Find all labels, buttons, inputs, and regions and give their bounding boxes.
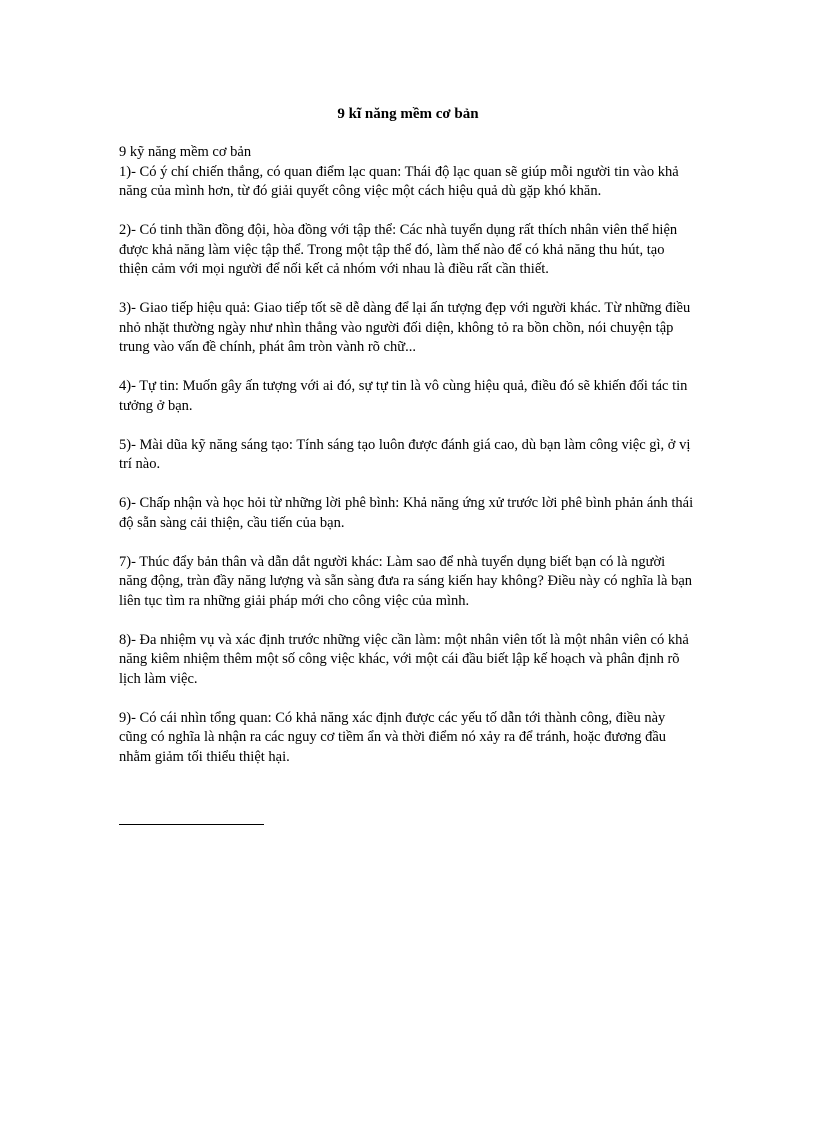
paragraph-skill-9: 9)- Có cái nhìn tổng quan: Có khả năng xác định được các yếu tố dẫn tới thành công, điều này cũng có nghĩa là nhận ra các nguy cơ tiềm ẩn và thời điểm nó xảy ra để tránh, hoặc đương đầu nhằm giảm tối thiểu thiệt hại. <box>119 709 667 765</box>
document-subtitle: 9 kỹ năng mềm cơ bản <box>119 144 252 160</box>
paragraph-skill-4: 4)- Tự tin: Muốn gây ấn tượng với ai đó, sự tự tin là vô cùng hiệu quả, điều đó sẽ khiến đối tác tin tưởng ở bạn. <box>119 378 688 414</box>
footnote-separator <box>119 824 264 825</box>
paragraph-skill-1: 1)- Có ý chí chiến thắng, có quan điểm lạc quan: Thái độ lạc quan sẽ giúp mỗi người tin vào khả năng của mình hơn, từ đó giải quyết công việc một cách hiệu quả dù gặp khó khăn. <box>119 163 679 199</box>
paragraph-skill-6: 6)- Chấp nhận và học hỏi từ những lời phê bình: Khả năng ứng xử trước lời phê bình phản ánh thái độ sẵn sàng cải thiện, cầu tiến của bạn. <box>119 495 694 531</box>
paragraph-skill-7: 7)- Thúc đẩy bản thân và dẫn dắt người khác: Làm sao để nhà tuyển dụng biết bạn có là người năng động, tràn đầy năng lượng và sẵn sàng đưa ra sáng kiến hay không? Điều này có nghĩa là bạn liên tục tìm ra những giải pháp mới cho công việc của mình. <box>119 553 693 609</box>
paragraph-skill-5: 5)- Mài dũa kỹ năng sáng tạo: Tính sáng tạo luôn được đánh giá cao, dù bạn làm công việc gì, ở vị trí nào. <box>119 436 691 472</box>
paragraph-skill-8: 8)- Đa nhiệm vụ và xác định trước những việc cần làm: một nhân viên tốt là một nhân viên có khả năng kiêm nhiệm thêm một số công việc khác, với một cái đầu biết lập kế hoạch và phân định rõ lịch làm việc. <box>119 631 689 687</box>
paragraph-skill-3: 3)- Giao tiếp hiệu quả: Giao tiếp tốt sẽ dễ dàng để lại ấn tượng đẹp với người khác. Từ những điều nhỏ nhặt thường ngày như nhìn thẳng vào người đối diện, không tỏ ra bồn chồn, nói chuyện tập trung vào vấn đề chính, phát âm tròn vành rõ chữ... <box>119 300 691 355</box>
paragraph-skill-2: 2)- Có tinh thần đồng đội, hòa đồng với tập thể: Các nhà tuyển dụng rất thích nhân viên thể hiện được khả năng làm việc tập thể. Trong một tập thể đó, làm thế nào để có khả năng thu hút, tạo thiện cảm với mọi người để nối kết cả nhóm với nhau là điều rất cần thiết. <box>119 222 678 277</box>
document-body <box>119 143 694 767</box>
document-title: 9 kĩ năng mềm cơ bản <box>337 106 479 122</box>
